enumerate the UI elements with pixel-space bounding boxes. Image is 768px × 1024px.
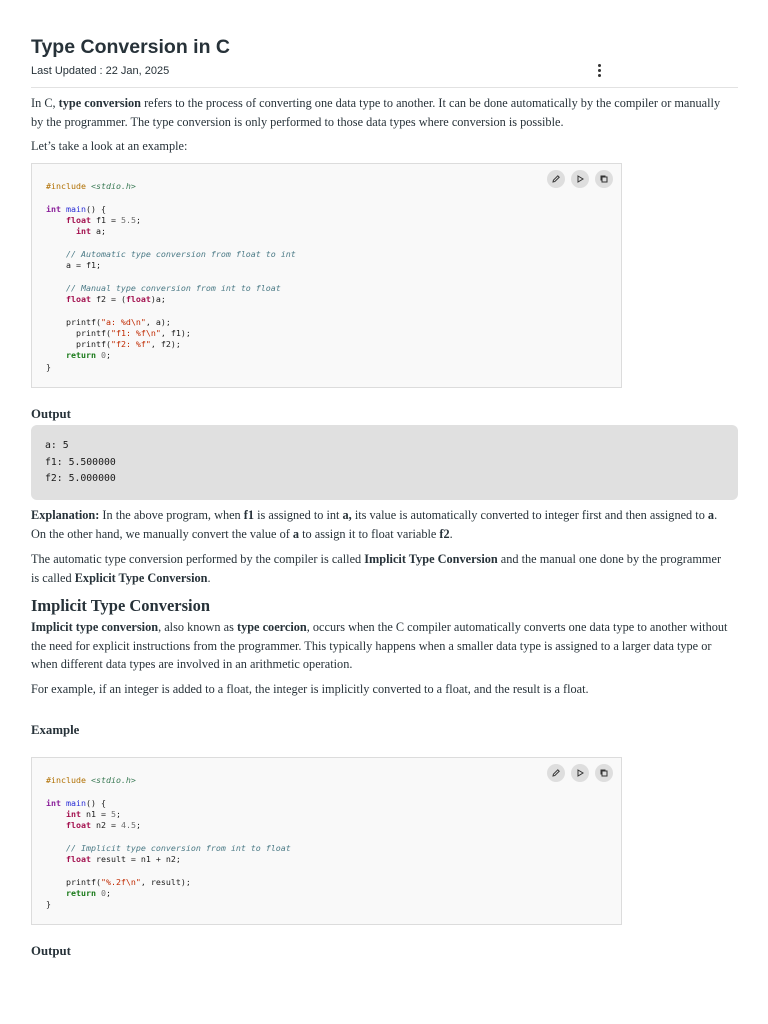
edit-icon[interactable] <box>547 764 565 782</box>
intro-paragraph: In C, type conversion refers to the process of converting one data type to another. It can be done automatically by the compiler or manually by the programmer. The type conversion is only performed to those data types where conversion is possible. <box>31 96 721 129</box>
code-block-1 <box>31 163 622 388</box>
more-options-icon[interactable] <box>591 60 607 80</box>
example-heading: Example <box>31 723 80 737</box>
edit-icon[interactable] <box>547 170 565 188</box>
output-listing-1: a: 5 f1: 5.500000 f2: 5.000000 <box>45 440 116 485</box>
copy-icon[interactable] <box>595 764 613 782</box>
output-heading-2: Output <box>31 944 71 958</box>
implicit-example-paragraph: For example, if an integer is added to a float, the integer is implicitly converted to a float, and the result is a float. <box>31 682 589 696</box>
last-updated: Last Updated : 22 Jan, 2025 <box>31 65 170 77</box>
run-icon[interactable] <box>571 170 589 188</box>
output-block-1 <box>31 425 738 500</box>
code-toolbar <box>547 170 613 188</box>
run-icon[interactable] <box>571 764 589 782</box>
section-heading-implicit: Implicit Type Conversion <box>31 596 211 615</box>
page-title: Type Conversion in C <box>31 36 230 58</box>
explanation-paragraph: Explanation: In the above program, when f1 is assigned to int a, its value is automatically converted to integer first and then assigned to a. On the other hand, we manually convert the value of a to assign it to float variable f2. <box>31 508 718 541</box>
copy-icon[interactable] <box>595 170 613 188</box>
code-listing-2: #include <stdio.h> int main() { int n1 = 5; float n2 = 4.5; // Implicit type conversion from int to float float result = n1 + n2; printf("%.2f\n", result); return 0; } <box>46 775 291 910</box>
conversion-types-paragraph: The automatic type conversion performed by the compiler is called Implicit Type Conversion and the manual one done by the programmer is called Explicit Type Conversion. <box>31 552 722 585</box>
divider <box>31 87 738 88</box>
code-toolbar <box>547 764 613 782</box>
code-block-2 <box>31 757 622 925</box>
output-heading-1: Output <box>31 407 71 421</box>
implicit-paragraph: Implicit type conversion, also known as type coercion, occurs when the C compiler automatically converts one data type to another without the need for explicit instructions from the programmer. This typically happens when a smaller data type is assigned to a larger data type or when different data types are involved in an arithmetic operation. <box>31 620 728 672</box>
intro-lead: Let’s take a look at an example: <box>31 139 188 153</box>
code-listing-1: #include <stdio.h> int main() { float f1 = 5.5; int a; // Automatic type conversion from float to int a = f1; // Manual type conversion from int to float float f2 = (float)a; printf("a: %d\n", a); printf("f1: %f\n", f1); printf("f2: %f", f2); return 0; } <box>46 181 296 372</box>
